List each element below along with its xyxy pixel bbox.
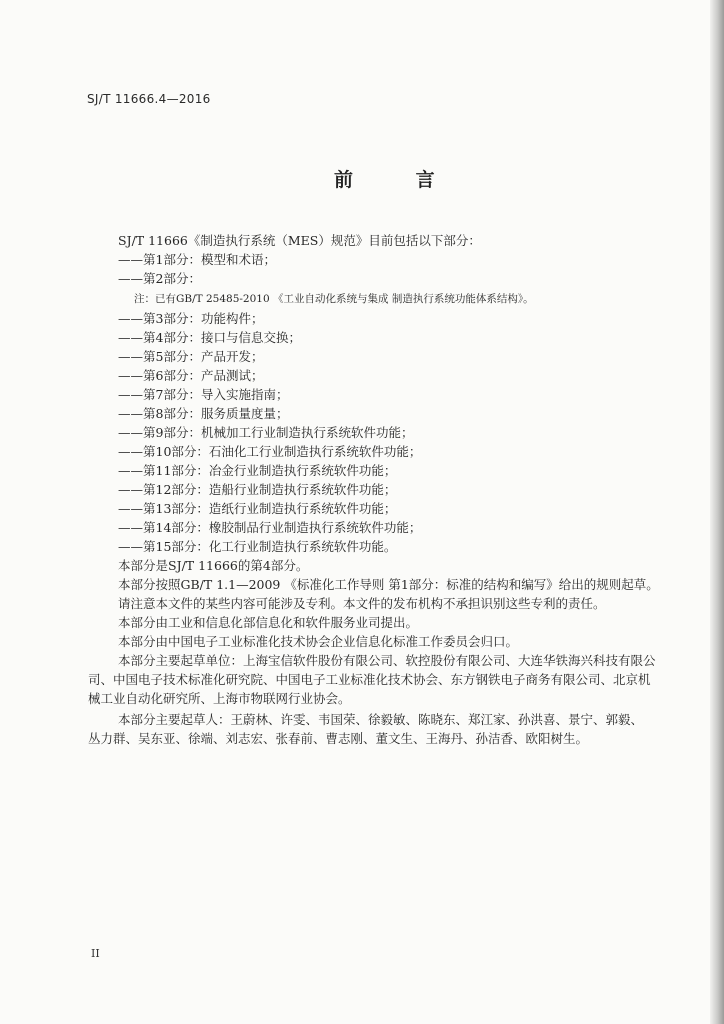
part-line: ——第3部分：功能构件； xyxy=(118,311,264,326)
part-line: ——第1部分：模型和术语； xyxy=(118,252,276,267)
page-number: II xyxy=(91,947,100,960)
part-line: ——第5部分：产品开发； xyxy=(118,349,264,364)
part-line: ——第8部分：服务质量度量； xyxy=(118,406,289,421)
paragraph-line: 本部分按照GB/T 1.1—2009 《标准化工作导则 第1部分：标准的结构和编写》给出的规则起草。 xyxy=(118,577,659,592)
part-line: ——第11部分：冶金行业制造执行系统软件功能； xyxy=(118,463,397,478)
standard-code: SJ/T 11666.4—2016 xyxy=(87,92,211,106)
part-line: ——第4部分：接口与信息交换； xyxy=(118,330,301,345)
paragraph-line: 丛力群、吴东亚、徐端、刘志宏、张春前、曹志刚、董文生、王海丹、孙洁香、欧阳树生。 xyxy=(88,731,589,746)
note-line: 注：已有GB/T 25485-2010 《工业自动化系统与集成 制造执行系统功能体系结构》。 xyxy=(134,293,534,305)
paragraph-line: 本部分由中国电子工业标准化技术协会企业信息化标准工作委员会归口。 xyxy=(118,634,519,649)
part-line: ——第13部分：造纸行业制造执行系统软件功能； xyxy=(118,501,397,516)
page-title: 前 言 xyxy=(334,169,463,191)
paragraph-line: 本部分主要起草单位：上海宝信软件股份有限公司、软控股份有限公司、大连华铁海兴科技有限公 xyxy=(118,653,656,668)
part-line: ——第14部分：橡胶制品行业制造执行系统软件功能； xyxy=(118,520,422,535)
part-line: ——第6部分：产品测试； xyxy=(118,368,264,383)
part-line: ——第7部分：导入实施指南； xyxy=(118,387,289,402)
part-line: ——第15部分：化工行业制造执行系统软件功能。 xyxy=(118,539,397,554)
paragraph-line: 司、中国电子技术标准化研究院、中国电子工业标准化技术协会、东方钢铁电子商务有限公司、北京机 xyxy=(88,672,651,687)
paragraph-line: 请注意本文件的某些内容可能涉及专利。本文件的发布机构不承担识别这些专利的责任。 xyxy=(118,596,606,611)
paragraph-line: 本部分由工业和信息化部信息化和软件服务业司提出。 xyxy=(118,615,419,630)
part-line: ——第12部分：造船行业制造执行系统软件功能； xyxy=(118,482,397,497)
paragraph-line: 械工业自动化研究所、上海市物联网行业协会。 xyxy=(88,691,351,706)
paragraph-line: 本部分是SJ/T 11666的第4部分。 xyxy=(118,558,309,573)
page-edge-shadow xyxy=(710,0,724,1024)
paragraph-line: 本部分主要起草人：王蔚林、许雯、韦国荣、徐毅敏、陈晓东、郑江家、孙洪喜、景宁、郭毅、 xyxy=(118,712,644,727)
part-line: ——第9部分：机械加工行业制造执行系统软件功能； xyxy=(118,425,414,440)
part-line: ——第2部分： xyxy=(118,271,201,286)
intro-line: SJ/T 11666《制造执行系统（MES）规范》目前包括以下部分： xyxy=(118,233,481,248)
part-line: ——第10部分：石油化工行业制造执行系统软件功能； xyxy=(118,444,422,459)
